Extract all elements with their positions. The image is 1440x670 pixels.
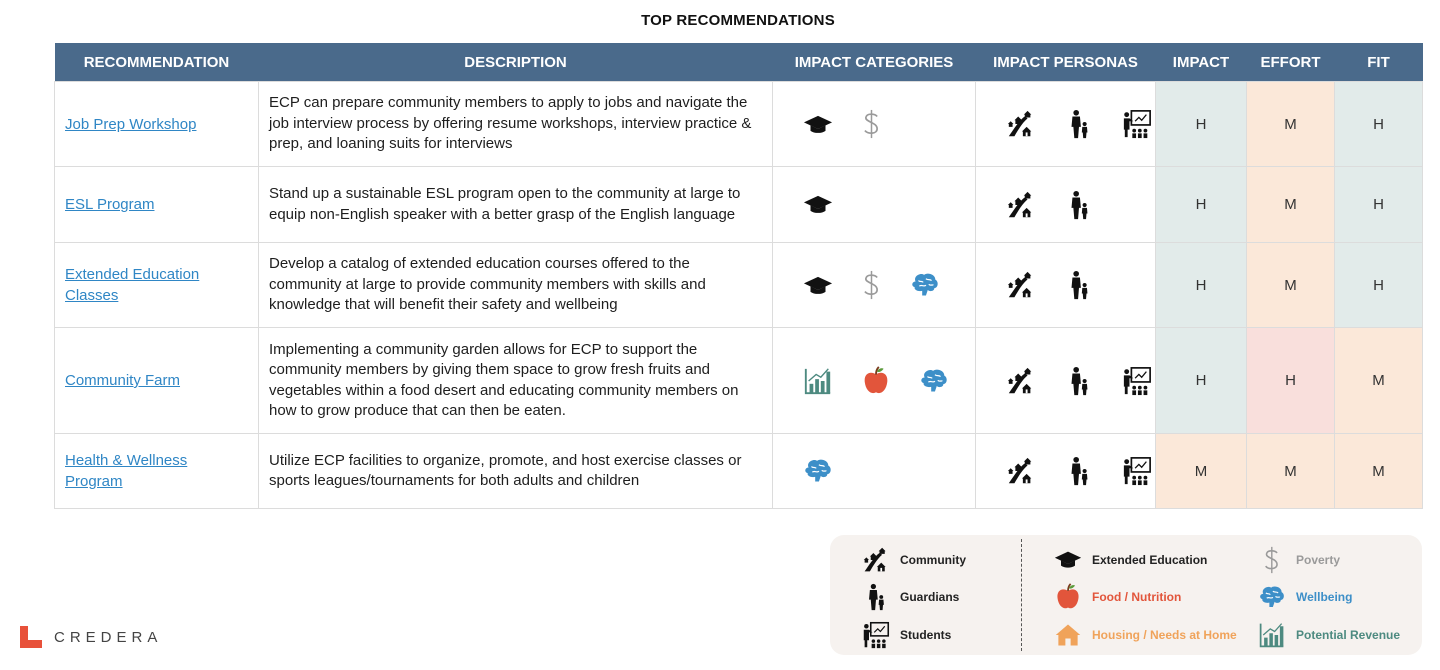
description-cell: Utilize ECP facilities to organize, promote, and host exercise classes or sports leagues/tournaments for both adults and children bbox=[259, 434, 773, 509]
guardians-icon bbox=[1064, 109, 1094, 139]
description-cell: Stand up a sustainable ESL program open to the community at large to equip non-English speaker with a better grasp of the English language bbox=[259, 167, 773, 243]
fit-rating: M bbox=[1335, 328, 1423, 434]
impact-personas-cell bbox=[976, 434, 1156, 509]
impact-rating: H bbox=[1156, 167, 1247, 243]
legend-item bbox=[1048, 541, 1237, 579]
effort-rating: M bbox=[1247, 82, 1335, 167]
recommendation-link[interactable]: Job Prep Workshop bbox=[65, 115, 197, 133]
graduation-cap-icon bbox=[803, 193, 833, 216]
students-icon bbox=[856, 621, 896, 649]
effort-rating: M bbox=[1247, 434, 1335, 509]
recommendation-link[interactable]: Health & Wellness Program bbox=[65, 452, 188, 490]
brain-icon bbox=[910, 272, 940, 298]
description-cell: ECP can prepare community members to apply to jobs and navigate the job interview process by offering resume workshops, interview practice & prep, and loaning suits for interviews bbox=[259, 82, 773, 167]
logo-wordmark: CREDERA bbox=[54, 628, 163, 646]
legend-item bbox=[1252, 616, 1400, 654]
legend-divider bbox=[1021, 539, 1022, 651]
legend-label: Poverty bbox=[1296, 552, 1341, 567]
apple-icon bbox=[1048, 583, 1088, 611]
fit-rating: M bbox=[1335, 434, 1423, 509]
guardians-icon bbox=[1064, 366, 1094, 396]
apple-icon bbox=[861, 366, 891, 396]
community-icon bbox=[856, 546, 896, 574]
graduation-cap-icon bbox=[803, 113, 833, 136]
legend-item bbox=[1252, 541, 1400, 579]
fit-rating: H bbox=[1335, 167, 1423, 243]
table-row bbox=[55, 82, 1423, 167]
impact-rating: H bbox=[1156, 243, 1247, 328]
legend-label: Students bbox=[900, 627, 952, 642]
revenue-chart-icon bbox=[1252, 621, 1292, 649]
graduation-cap-icon bbox=[1048, 549, 1088, 570]
impact-rating: M bbox=[1156, 434, 1247, 509]
impact-categories-cell bbox=[773, 167, 976, 243]
house-icon bbox=[1048, 621, 1088, 649]
community-icon bbox=[1006, 190, 1036, 220]
impact-personas-cell bbox=[976, 243, 1156, 328]
header-row bbox=[55, 43, 1423, 82]
impact-rating: H bbox=[1156, 82, 1247, 167]
col-impact: IMPACT bbox=[1156, 43, 1247, 82]
table-row bbox=[55, 328, 1423, 434]
effort-rating: H bbox=[1247, 328, 1335, 434]
brain-icon bbox=[803, 458, 833, 484]
impact-categories-cell bbox=[773, 82, 976, 167]
col-fit: FIT bbox=[1335, 43, 1423, 82]
legend-categories-left bbox=[1048, 541, 1237, 654]
brain-icon bbox=[1252, 585, 1292, 609]
legend-item bbox=[856, 579, 966, 617]
impact-categories-cell bbox=[773, 328, 976, 434]
col-recommendation: RECOMMENDATION bbox=[55, 43, 259, 82]
col-impact-categories: IMPACT CATEGORIES bbox=[773, 43, 976, 82]
recommendation-link[interactable]: Community Farm bbox=[65, 372, 181, 389]
table-row bbox=[55, 167, 1423, 243]
description-cell: Develop a catalog of extended education courses offered to the community at large to provide community members with skills and knowledge that will benefit their safety and wellbeing bbox=[259, 243, 773, 328]
impact-personas-cell bbox=[976, 328, 1156, 434]
legend-label: Food / Nutrition bbox=[1092, 590, 1182, 605]
impact-personas-cell bbox=[976, 82, 1156, 167]
dollar-icon bbox=[861, 270, 882, 300]
legend-categories-right bbox=[1252, 541, 1400, 654]
impact-categories-cell bbox=[773, 243, 976, 328]
students-icon bbox=[1122, 109, 1152, 139]
recommendation-link[interactable]: ESL Program bbox=[65, 196, 155, 213]
effort-rating: M bbox=[1247, 243, 1335, 328]
legend-label: Guardians bbox=[900, 590, 960, 605]
recommendation-link[interactable]: Extended Education Classes bbox=[65, 266, 200, 304]
community-icon bbox=[1006, 109, 1036, 139]
students-icon bbox=[1122, 456, 1152, 486]
impact-categories-cell bbox=[773, 434, 976, 509]
legend-label: Housing / Needs at Home bbox=[1092, 627, 1237, 642]
table-row bbox=[55, 434, 1423, 509]
students-icon bbox=[1122, 366, 1152, 396]
credera-logo-icon bbox=[20, 626, 42, 648]
brain-icon bbox=[919, 368, 949, 394]
community-icon bbox=[1006, 366, 1036, 396]
dollar-icon bbox=[1252, 546, 1292, 574]
description-cell: Implementing a community garden allows for ECP to support the community members by giving them space to grow fresh fruits and vegetables within a food desert and educating community members on how to grow produce that can then be eaten. bbox=[259, 328, 773, 434]
col-effort: EFFORT bbox=[1247, 43, 1335, 82]
guardians-icon bbox=[856, 583, 896, 611]
guardians-icon bbox=[1064, 456, 1094, 486]
page-title: TOP RECOMMENDATIONS bbox=[641, 12, 835, 29]
recommendations-table bbox=[54, 43, 1423, 509]
community-icon bbox=[1006, 270, 1036, 300]
guardians-icon bbox=[1064, 190, 1094, 220]
impact-rating: H bbox=[1156, 328, 1247, 434]
fit-rating: H bbox=[1335, 82, 1423, 167]
col-description: DESCRIPTION bbox=[259, 43, 773, 82]
legend-item bbox=[1048, 579, 1237, 617]
table-row bbox=[55, 243, 1423, 328]
legend-label: Extended Education bbox=[1092, 552, 1208, 567]
legend-item bbox=[1048, 616, 1237, 654]
dollar-icon bbox=[861, 109, 882, 139]
legend-label: Community bbox=[900, 552, 966, 567]
legend-item bbox=[856, 541, 966, 579]
legend-label: Potential Revenue bbox=[1296, 627, 1401, 642]
revenue-chart-icon bbox=[803, 366, 833, 396]
community-icon bbox=[1006, 456, 1036, 486]
legend-item bbox=[856, 616, 966, 654]
credera-logo bbox=[20, 626, 162, 648]
effort-rating: M bbox=[1247, 167, 1335, 243]
fit-rating: H bbox=[1335, 243, 1423, 328]
impact-personas-cell bbox=[976, 167, 1156, 243]
legend bbox=[830, 535, 1422, 655]
graduation-cap-icon bbox=[803, 274, 833, 297]
legend-label: Wellbeing bbox=[1296, 590, 1353, 605]
legend-personas bbox=[856, 541, 966, 654]
guardians-icon bbox=[1064, 270, 1094, 300]
col-impact-personas: IMPACT PERSONAS bbox=[976, 43, 1156, 82]
legend-item bbox=[1252, 579, 1400, 617]
